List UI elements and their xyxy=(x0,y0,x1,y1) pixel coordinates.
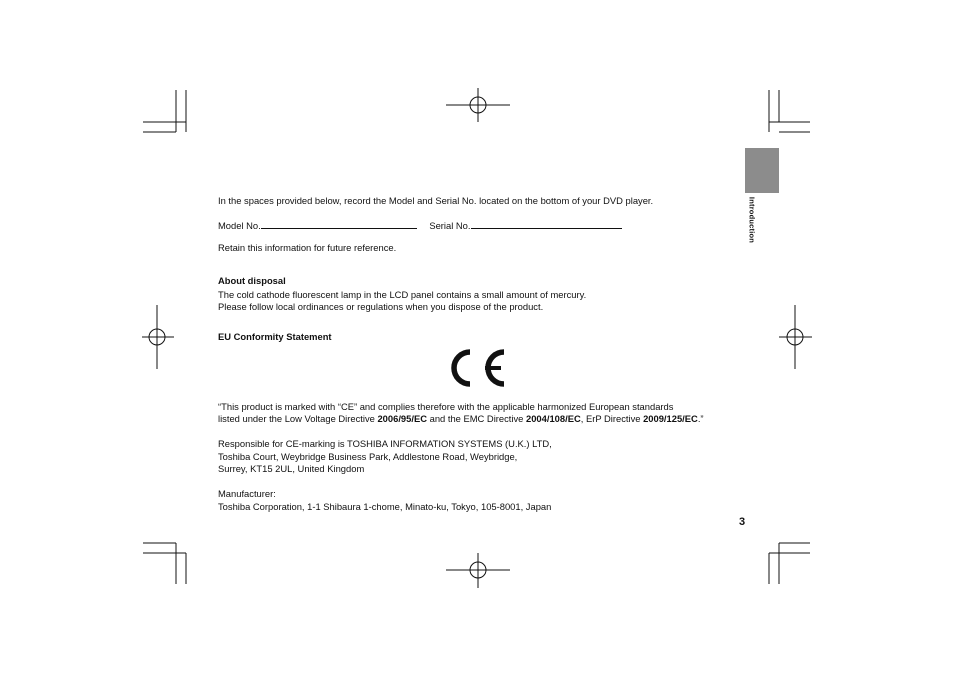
section-tab xyxy=(745,148,779,193)
serial-group xyxy=(429,218,621,232)
disposal-line-1: The cold cathode fluorescent lamp in the LCD panel contains a small amount of mercury. xyxy=(218,289,587,300)
manufacturer-address: Toshiba Corporation, 1-1 Shibaura 1-chome, Minato-ku, Tokyo, 105-8001, Japan xyxy=(218,501,552,512)
model-number-field[interactable] xyxy=(261,218,417,229)
responsible-line-1: Responsible for CE-marking is TOSHIBA INFORMATION SYSTEMS (U.K.) LTD, xyxy=(218,438,552,449)
serial-label: Serial No. xyxy=(429,220,471,231)
ce-statement-line-2 xyxy=(218,413,704,425)
disposal-heading: About disposal xyxy=(218,275,286,286)
manufacturer-label: Manufacturer: xyxy=(218,488,276,499)
responsible-line-2: Toshiba Court, Weybridge Business Park, Addlestone Road, Weybridge, xyxy=(218,451,518,462)
retain-text: Retain this information for future reference. xyxy=(218,242,397,253)
eu-heading: EU Conformity Statement xyxy=(218,331,332,342)
low-voltage-directive: 2006/95/EC xyxy=(377,413,427,424)
responsible-line-3: Surrey, KT15 2UL, United Kingdom xyxy=(218,463,365,474)
ce-mark-icon xyxy=(448,347,506,389)
page-number: 3 xyxy=(739,516,746,528)
record-fields xyxy=(218,218,622,232)
ce-text-part: and the EMC Directive xyxy=(427,413,526,424)
serial-number-field[interactable] xyxy=(471,218,622,229)
section-tab-label: Introduction xyxy=(747,196,757,244)
intro-text: In the spaces provided below, record the Model and Serial No. located on the bottom of your DVD player. xyxy=(218,195,654,206)
disposal-line-2: Please follow local ordinances or regulations when you dispose of the product. xyxy=(218,301,544,312)
model-label: Model No. xyxy=(218,220,261,231)
emc-directive: 2004/108/EC xyxy=(526,413,581,424)
erp-directive: 2009/125/EC xyxy=(643,413,698,424)
ce-statement-line-1: “This product is marked with “CE” and complies therefore with the applicable harmonized European standards xyxy=(218,401,674,412)
ce-text-part: .” xyxy=(697,413,704,424)
ce-text-part: , ErP Directive xyxy=(580,413,644,424)
ce-text-part: listed under the Low Voltage Directive xyxy=(218,413,378,424)
